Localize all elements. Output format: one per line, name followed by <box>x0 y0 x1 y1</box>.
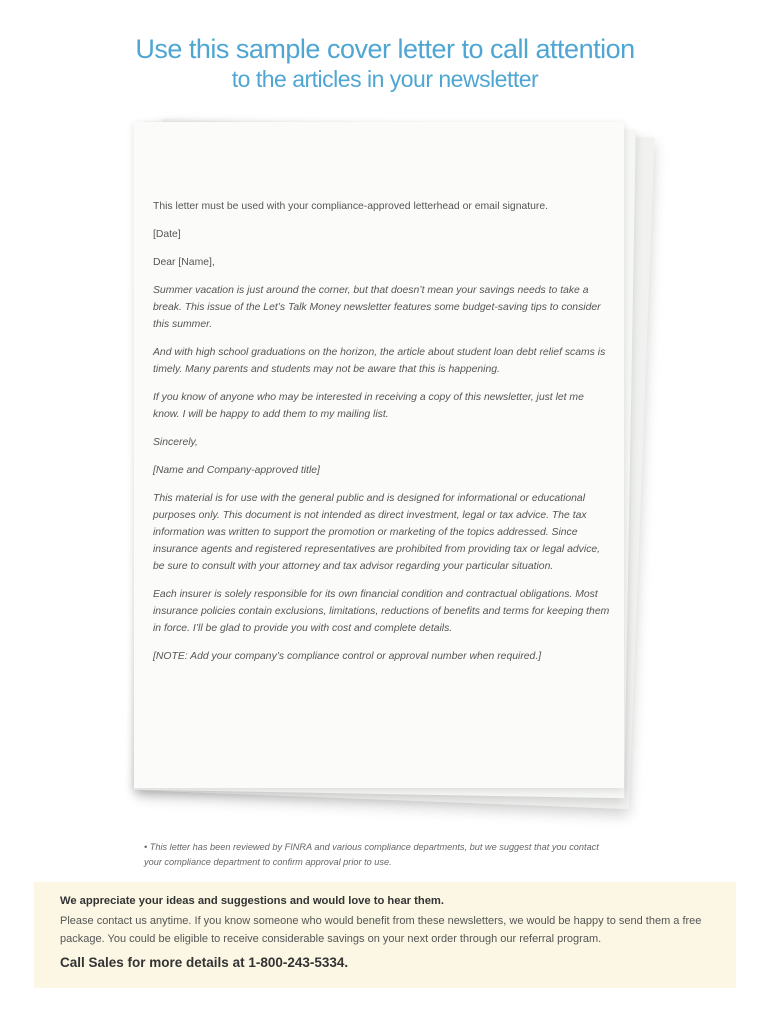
letter-closing: Sincerely, <box>153 437 198 448</box>
letter-compliance-note: [NOTE: Add your company’s compliance control or approval number when required.] <box>153 651 542 662</box>
callout-phone-line: Call Sales for more details at 1-800-243-5334. <box>60 955 349 970</box>
headline-line-1: Use this sample cover letter to call attention <box>135 34 635 64</box>
letter-salutation: Dear [Name], <box>153 257 215 268</box>
letter-paragraph-1: Summer vacation is just around the corner, but that doesn’t mean your savings needs to take a break. This issue of the Let’s Talk Money newsletter features some budget-saving tips to consider this summer. <box>153 285 601 330</box>
letter-paragraph-2: And with high school graduations on the horizon, the article about student loan debt relief scams is timely. Many parents and students may not be aware that this is happening. <box>153 347 606 375</box>
letter-disclaimer-1: This material is for use with the general public and is designed for informational or educational purposes only. This document is not intended as direct investment, legal or tax advice. The tax information was written to support the promotion or marketing of the topics addressed. Since insurance agents and registered representatives are prohibited from providing tax or legal advice, be sure to consult with your attorney and tax advisor regarding your particular situation. <box>153 493 601 572</box>
letter-disclaimer-2: Each insurer is solely responsible for its own financial condition and contractual obligations. Most insurance policies contain exclusions, limitations, reductions of benefits and terms for keeping them in force. I’ll be glad to provide you with cost and complete details. <box>153 589 610 634</box>
letter-paragraph-3: If you know of anyone who may be interested in receiving a copy of this newsletter, just let me know. I will be happy to add them to my mailing list. <box>153 392 584 420</box>
callout-body: Please contact us anytime. If you know someone who would benefit from these newsletters, we would be happy to send them a free package. You could be eligible to receive considerable savings on your next order through our referral program. <box>60 915 702 945</box>
headline-line-2: to the articles in your newsletter <box>231 66 539 92</box>
letter-date: [Date] <box>153 229 181 240</box>
sample-letter <box>153 198 613 676</box>
contact-callout <box>34 882 736 988</box>
callout-title: We appreciate your ideas and suggestions and would love to hear them. <box>60 895 444 907</box>
review-footnote: • This letter has been reviewed by FINRA and various compliance departments, but we suggest that you contact your compliance department to confirm approval prior to use. <box>144 842 599 867</box>
letter-signature: [Name and Company-approved title] <box>153 465 320 476</box>
letter-intro: This letter must be used with your compliance-approved letterhead or email signature. <box>153 201 549 212</box>
